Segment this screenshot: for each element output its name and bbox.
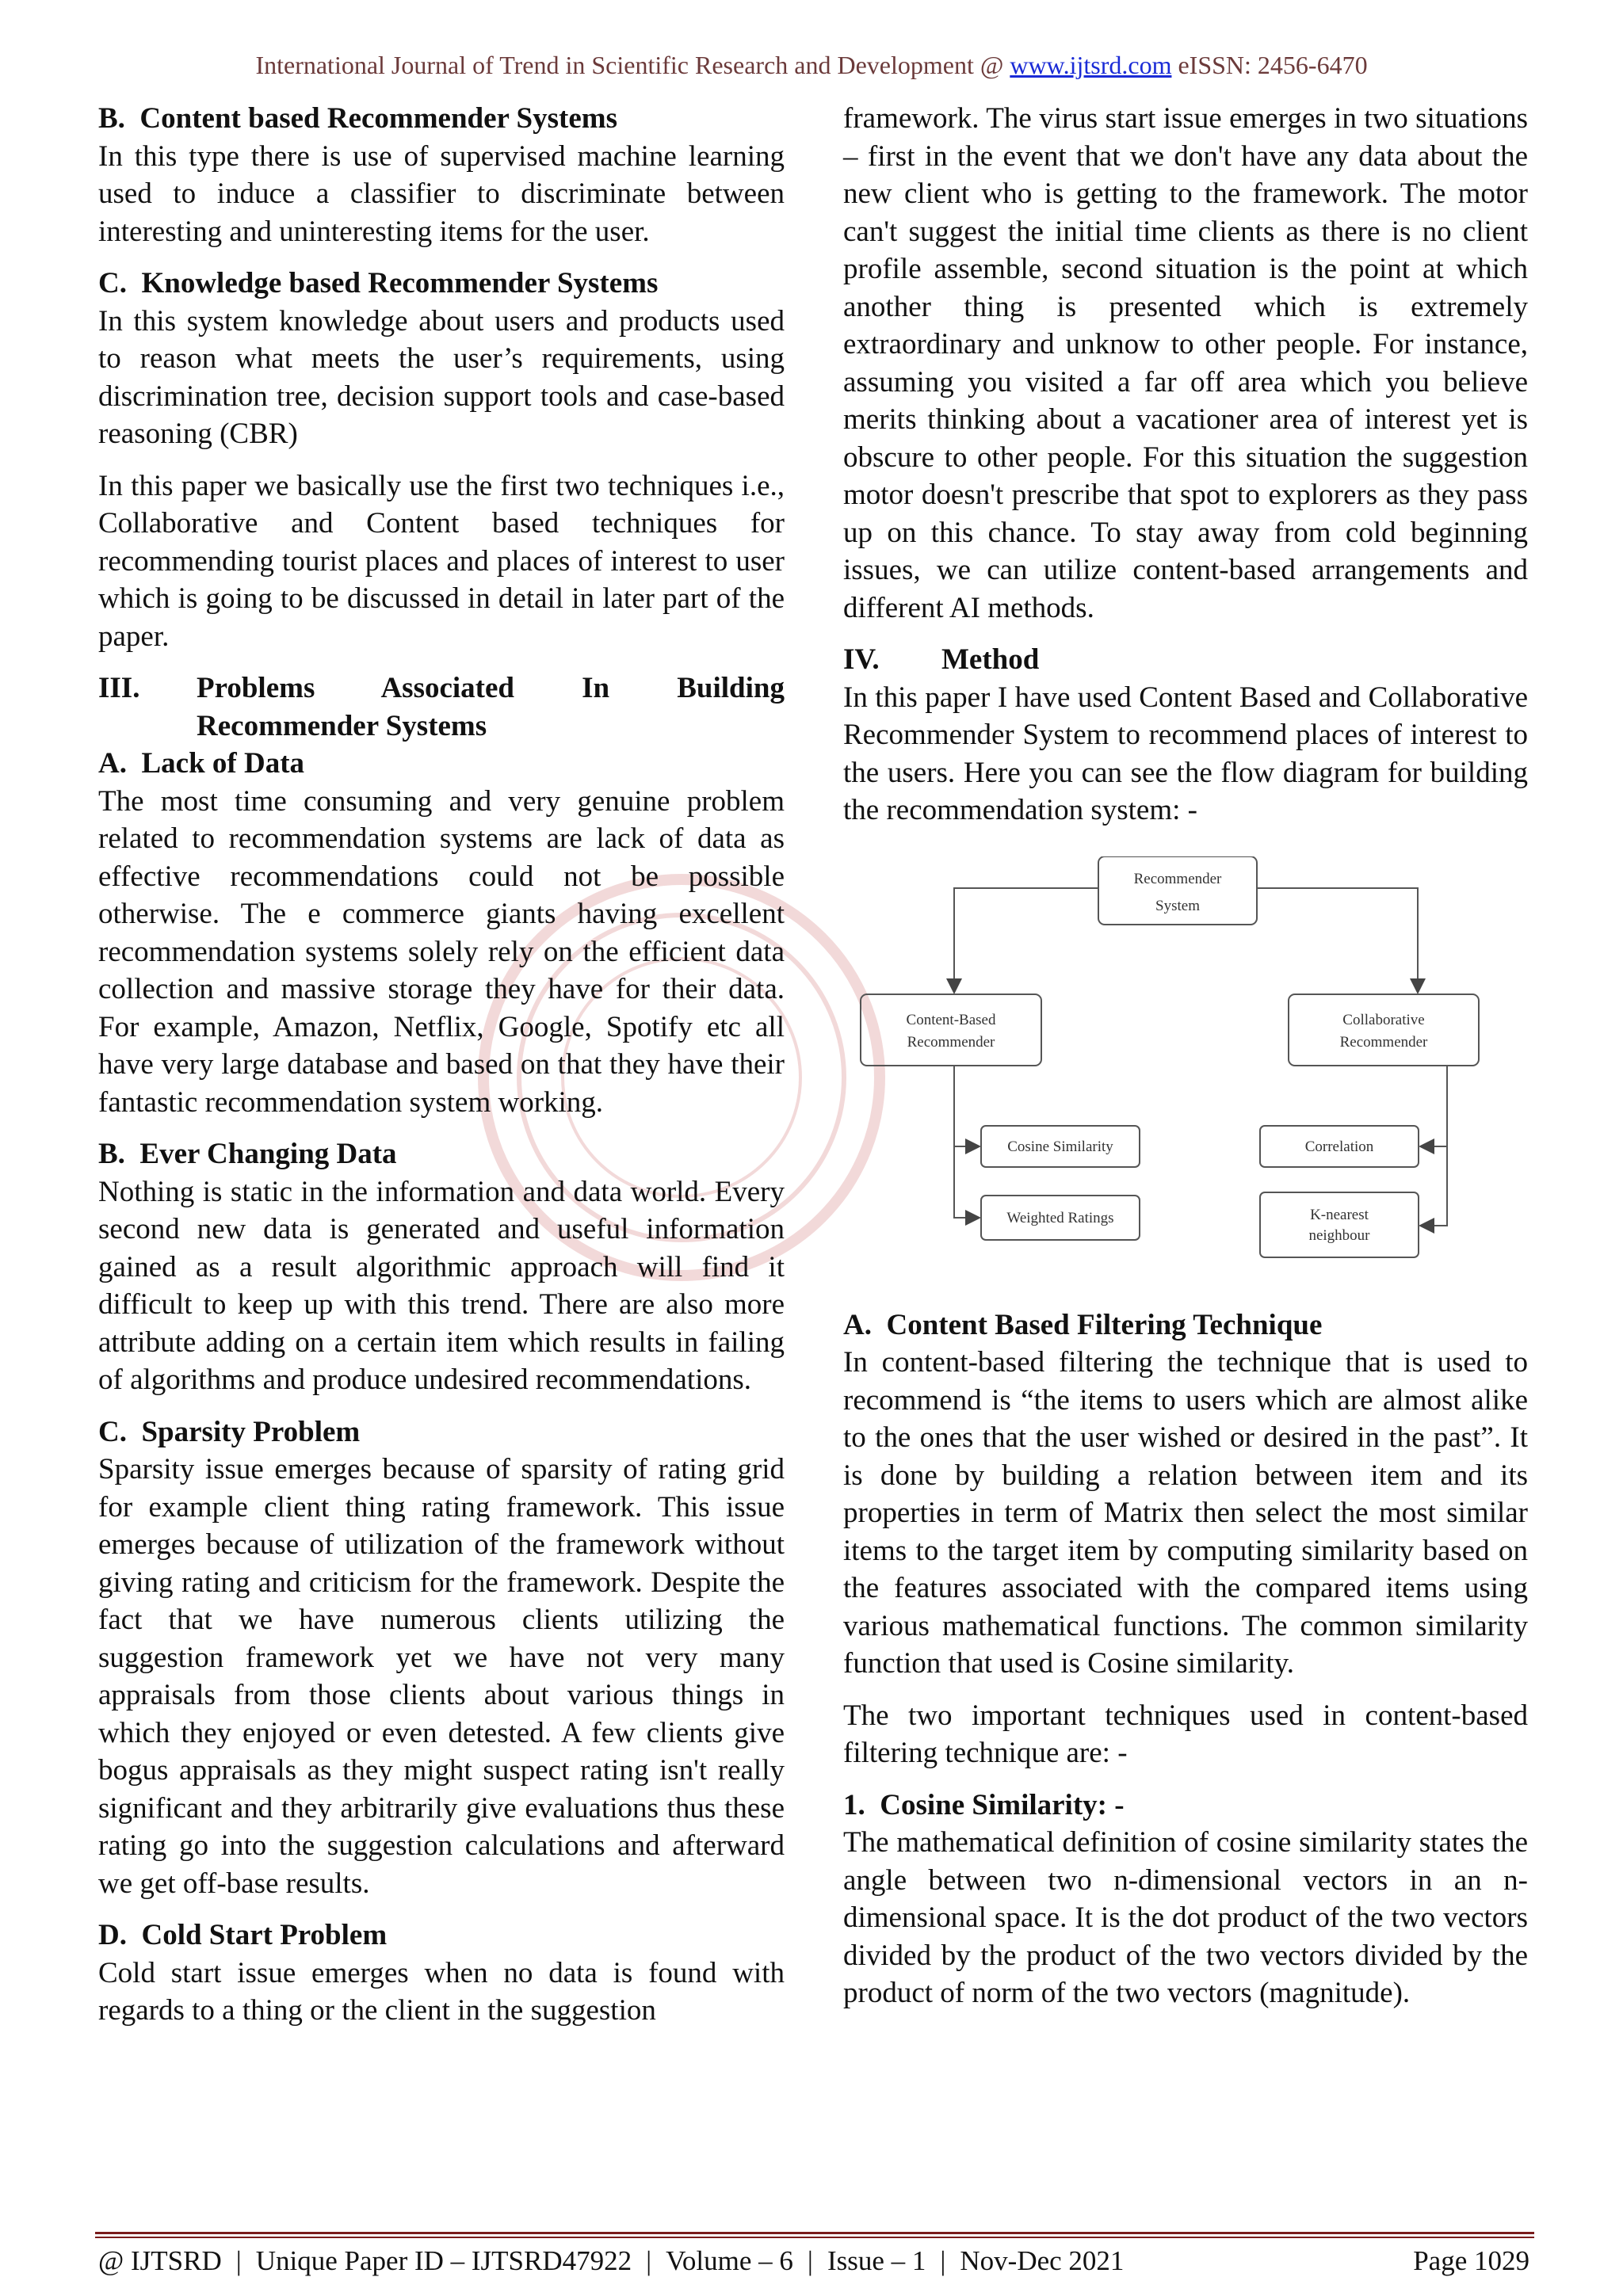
section-number: IV.: [843, 643, 880, 676]
edge-root-to-collaborative: [1257, 888, 1418, 991]
node-label: K-nearest: [1310, 1206, 1369, 1223]
node-label: Cosine Similarity: [1007, 1138, 1113, 1155]
paragraph-cold-start-continued: framework. The virus start issue emerges in two situations – first in the event that we don't have any data about the new client who is getting to the framework. The motor can't suggest the initial time clients as there is no client profile assemble, second situation is the point at which another thing is presented which is extremely extraordinary and unknow to other people. For instance, assuming you visited a far off area which you believe merits thinking about a vacationer area of interest yet is obscure to other people. For this situation the suggestion motor doesn't prescribe that spot to explorers as they pass up on this chance. To stay away from cold beginning issues, we can utilize content-based arrangements and different AI methods.: [843, 102, 1528, 624]
node-label: Recommender: [1339, 1033, 1428, 1051]
node-label: System: [1155, 897, 1200, 914]
footer-rule: [95, 2232, 1534, 2234]
footer-date: Nov-Dec 2021: [960, 2245, 1125, 2276]
footer-journal: @ IJTSRD: [98, 2245, 222, 2276]
edge-content-to-weighted: [954, 1066, 978, 1218]
heading-sparsity: C. Sparsity Problem: [98, 1415, 361, 1448]
node-label: neighbour: [1308, 1226, 1370, 1244]
node-label: Recommender: [907, 1033, 995, 1051]
footer-issue: Issue – 1: [827, 2245, 926, 2276]
flow-diagram-svg: [843, 856, 1526, 1300]
node-label: Collaborative: [1342, 1011, 1425, 1028]
edge-root-to-content: [954, 888, 1098, 991]
paragraph-content-based: In this type there is use of supervised machine learning used to induce a classifier to discriminate between interesting and uninteresting items for the user.: [98, 139, 785, 248]
footer-left: @ IJTSRD | Unique Paper ID – IJTSRD47922 | Volume – 6 | Issue – 1 | Nov-Dec 2021: [98, 2245, 1125, 2276]
node-content-based: [861, 994, 1041, 1066]
paragraph-method: In this paper I have used Content Based and Collaborative Recommender System to recommend places of interest to the users. Here you can see the flow diagram for building the recommendation system: -: [843, 681, 1528, 826]
heading-content-based: B. Content based Recommender Systems: [98, 102, 617, 135]
heading-content-based-filtering: A. Content Based Filtering Technique: [843, 1308, 1323, 1341]
heading-cold-start: D. Cold Start Problem: [98, 1919, 388, 1951]
paragraph-two-techniques: The two important techniques used in content-based filtering technique are: -: [843, 1699, 1528, 1769]
flow-diagram: [843, 856, 1526, 1411]
node-collaborative: [1289, 994, 1479, 1066]
heading-cosine-similarity: 1. Cosine Similarity: -: [843, 1788, 1125, 1821]
paragraph-sparsity: Sparsity issue emerges because of sparsity of rating grid for example client thing rating framework. This issue emerges because of utilization of the framework without giving rating and criticism for the framework. Despite the fact that we have numerous clients utilizing the suggestion framework yet we have not very many appraisals from those clients about various things in which they enjoyed or even detested. A few clients give bogus appraisals as they might suspect rating isn't really significant and they arbitrarily give evaluations thus these rating go into the suggestion calculations and afterward we get off-base results.: [98, 1453, 785, 1900]
running-header: [0, 49, 1623, 81]
paragraph-knowledge-based: In this system knowledge about users and products used to reason what meets the user’s requirements, using discrimination tree, decision support tools and case-based reasoning (CBR): [98, 304, 785, 450]
footer-paper-id: Unique Paper ID – IJTSRD47922: [255, 2245, 632, 2276]
footer-rule: [95, 2237, 1534, 2238]
left-column: [98, 100, 785, 2044]
section-heading-problems: [98, 669, 785, 745]
node-recommender-system: [1098, 856, 1257, 925]
paragraph-lack-of-data: The most time consuming and very genuine problem related to recommendation systems are lack of data as effective recommendations could not be possible otherwise. The e commerce giants having excellent recommendation systems solely rely on the efficient data collection and massive storage they have for their data. For example, Amazon, Netflix, Google, Spotify etc all have very large database and based on that they have their fantastic recommendation system working.: [98, 784, 785, 1119]
section-number: III.: [98, 672, 140, 704]
section-heading-method: [843, 641, 1528, 679]
header-eissn: eISSN: 2456-6470: [1171, 51, 1368, 79]
node-label: Correlation: [1304, 1138, 1374, 1155]
paragraph-cold-start: Cold start issue emerges when no data is found with regards to a thing or the client in the suggestion: [98, 1956, 785, 2027]
node-label: Weighted Ratings: [1006, 1209, 1114, 1226]
footer-volume: Volume – 6: [666, 2245, 793, 2276]
paragraph-cosine-similarity: The mathematical definition of cosine similarity states the angle between two n-dimensional vectors in an n-dimensional space. It is the dot product of the two vectors divided by the product of the two vectors divided by the product of norm of the two vectors (magnitude).: [843, 1826, 1528, 2009]
node-knn: [1260, 1192, 1419, 1257]
paragraph-intro: In this paper we basically use the first two techniques i.e., Collaborative and Content based techniques for recommending tourist places and places of interest to user which is going to be discussed in detail in later part of the paper.: [98, 469, 785, 653]
section-title: Method: [941, 643, 1040, 676]
footer-page-number: Page 1029: [1413, 2245, 1529, 2276]
right-column: [843, 100, 1528, 2027]
journal-link[interactable]: www.ijtsrd.com: [1010, 51, 1172, 79]
section-title: Problems Associated In Building Recommender Systems: [197, 672, 785, 742]
heading-lack-of-data: A. Lack of Data: [98, 747, 305, 780]
node-label: Content-Based: [906, 1011, 996, 1028]
paragraph-ever-changing-data: Nothing is static in the information and data world. Every second new data is generated and useful information gained as a result algorithmic approach will find it difficult to keep up with this trend. There are also more attribute adding on a certain item which results in failing of algorithms and produce undesired recommendations.: [98, 1175, 785, 1396]
paragraph-content-based-filtering: In content-based filtering the technique that is used to recommend is “the items to users which are almost alike to the ones that the user wished or desired in the past”. It is done by building a relation between item and its properties in term of Matrix then select the most similar items to the target item by computing similarity based on the features associated with the compared items using various mathematical functions. The common similarity function that used is Cosine similarity.: [843, 1346, 1528, 1680]
header-text: International Journal of Trend in Scientific Research and Development @: [255, 51, 1010, 79]
heading-ever-changing-data: B. Ever Changing Data: [98, 1138, 397, 1170]
node-label: Recommender: [1133, 870, 1222, 887]
heading-knowledge-based: C. Knowledge based Recommender Systems: [98, 267, 659, 299]
running-footer: [98, 2244, 1529, 2279]
